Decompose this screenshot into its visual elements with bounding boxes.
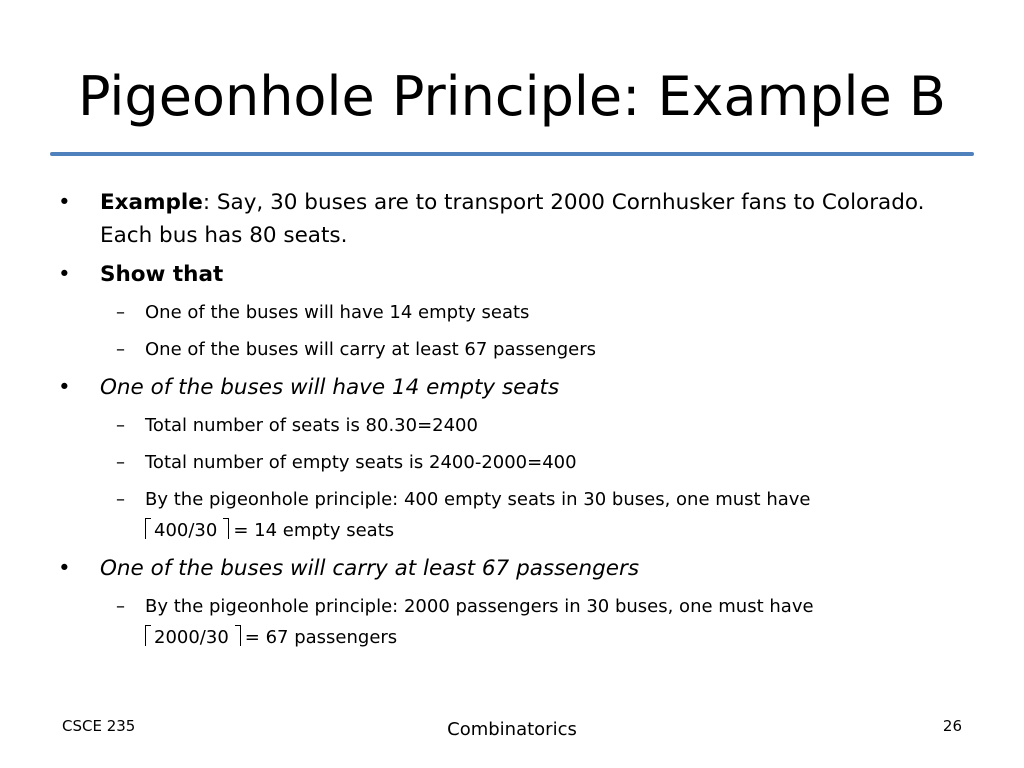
bullet-text: : Say, 30 buses are to transport 2000 Cornhusker fans to Colorado. <box>202 190 925 215</box>
bullet-italic-text: One of the buses will carry at least 67 passengers <box>100 556 640 581</box>
bullet-bold-label: Show that <box>100 262 224 287</box>
bullet-bold-label: Example <box>100 190 203 215</box>
sub-bullet-text: Total number of seats is 80.30=2400 <box>145 415 478 436</box>
ceiling-result: = 67 passengers <box>244 627 398 648</box>
sub-bullet <box>58 334 978 365</box>
ceiling-left-icon <box>145 625 151 646</box>
ceiling-expression: 2000/30 <box>154 627 229 648</box>
footer-topic: Combinatorics <box>447 719 577 740</box>
bullet-icon: • <box>58 190 71 215</box>
bullet-show-that <box>58 258 978 291</box>
slide-content <box>58 186 978 659</box>
bullet-example <box>58 186 978 252</box>
dash-icon: – <box>116 302 125 323</box>
bullet-italic-text: One of the buses will have 14 empty seats <box>100 375 560 400</box>
sub-bullet-text: By the pigeonhole principle: 2000 passengers in 30 buses, one must have <box>145 596 814 617</box>
ceiling-right-icon <box>223 518 229 539</box>
footer-course: CSCE 235 <box>62 717 136 735</box>
sub-bullet <box>58 410 978 441</box>
sub-bullet-ceiling <box>58 484 978 546</box>
ceiling-result: = 14 empty seats <box>233 520 395 541</box>
ceiling-expression: 400/30 <box>154 520 218 541</box>
dash-icon: – <box>116 339 125 360</box>
sub-bullet-text: One of the buses will have 14 empty seats <box>145 302 530 323</box>
sub-bullet-text: Total number of empty seats is 2400-2000=400 <box>145 452 577 473</box>
dash-icon: – <box>116 596 125 617</box>
dash-icon: – <box>116 415 125 436</box>
ceiling-left-icon <box>145 518 151 539</box>
bullet-passengers <box>58 552 978 585</box>
bullet-icon: • <box>58 262 71 287</box>
bullet-empty-seats <box>58 371 978 404</box>
sub-bullet-ceiling <box>58 591 978 653</box>
sub-bullet <box>58 297 978 328</box>
slide-title: Pigeonhole Principle: Example B <box>78 65 946 128</box>
bullet-text-continued: Each bus has 80 seats. <box>100 223 348 248</box>
bullet-icon: • <box>58 556 71 581</box>
sub-bullet <box>58 447 978 478</box>
sub-bullet-text: By the pigeonhole principle: 400 empty seats in 30 buses, one must have <box>145 489 811 510</box>
title-divider <box>50 152 974 156</box>
sub-bullet-text: One of the buses will carry at least 67 passengers <box>145 339 596 360</box>
dash-icon: – <box>116 489 125 510</box>
dash-icon: – <box>116 452 125 473</box>
bullet-icon: • <box>58 375 71 400</box>
footer-slide-number: 26 <box>942 717 962 735</box>
ceiling-right-icon <box>235 625 241 646</box>
